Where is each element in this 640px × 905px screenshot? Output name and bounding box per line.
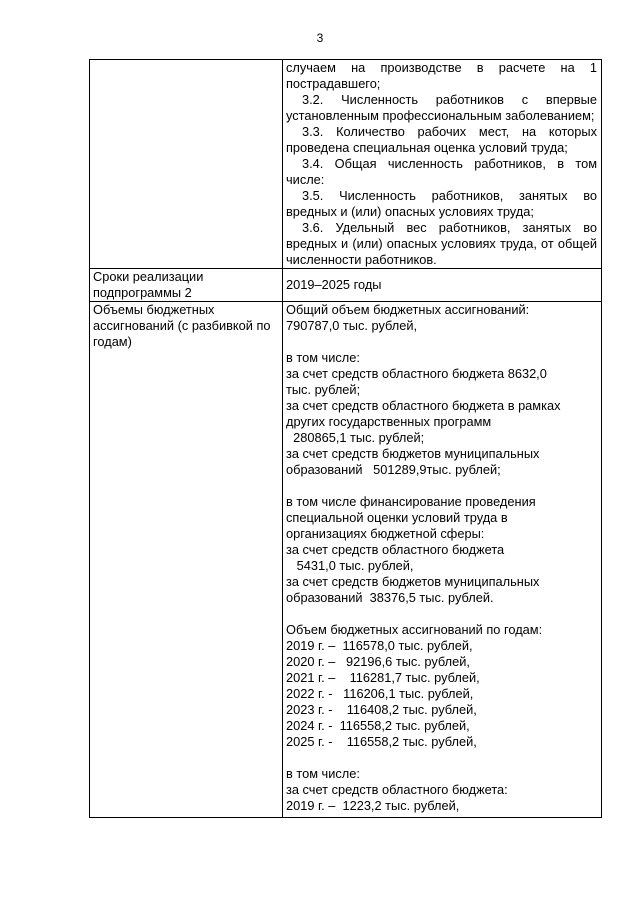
budget-text-line: Общий объем бюджетных ассигнований: bbox=[286, 302, 530, 317]
indicator-item: случаем на производстве в расчете на 1 пострадавшего; bbox=[286, 60, 597, 91]
budget-text-line: специальной оценки условий труда в bbox=[286, 510, 508, 525]
indicator-item: 3.6. Удельный вес работников, занятых во вредных и (или) опасных условиях труда, от общей численности работников. bbox=[286, 220, 597, 267]
blank-line bbox=[286, 606, 597, 622]
period-label-cell: Сроки реализации подпрограммы 2 bbox=[90, 269, 283, 302]
budget-text-line: в том числе: bbox=[286, 766, 360, 781]
budget-text-line: образований 38376,5 тыс. рублей. bbox=[286, 590, 494, 605]
indicators-value-cell bbox=[283, 60, 602, 269]
blank-line bbox=[286, 334, 597, 350]
budget-text-line: 2024 г. - 116558,2 тыс. рублей, bbox=[286, 718, 470, 733]
budget-text-line: 280865,1 тыс. рублей; bbox=[286, 430, 425, 445]
budget-text-line: образований 501289,9тыс. рублей; bbox=[286, 462, 501, 477]
budget-text-line: 2025 г. - 116558,2 тыс. рублей, bbox=[286, 734, 477, 749]
budget-text-line: 2023 г. - 116408,2 тыс. рублей, bbox=[286, 702, 477, 717]
indicator-item: 3.5. Численность работников, занятых во вредных и (или) опасных условиях труда; bbox=[286, 188, 597, 219]
budget-text-line: 2019 г. – 1223,2 тыс. рублей, bbox=[286, 798, 460, 813]
subprogram-passport-table bbox=[89, 59, 602, 818]
budget-text-line: 790787,0 тыс. рублей, bbox=[286, 318, 418, 333]
volume-label-cell: Объемы бюджетных ассигнований (с разбивкой по годам) bbox=[90, 302, 283, 818]
budget-text-line: 5431,0 тыс. рублей, bbox=[286, 558, 414, 573]
budget-text-line: за счет средств бюджетов муниципальных bbox=[286, 446, 540, 461]
page-number: 3 bbox=[316, 31, 324, 45]
blank-line bbox=[286, 750, 597, 766]
blank-line bbox=[286, 478, 597, 494]
budget-text-line: в том числе финансирование проведения bbox=[286, 494, 536, 509]
budget-text-line: 2021 г. – 116281,7 тыс. рублей, bbox=[286, 670, 480, 685]
budget-text-line: 2020 г. – 92196,6 тыс. рублей, bbox=[286, 654, 470, 669]
budget-text-line: за счет средств областного бюджета 8632,0 bbox=[286, 366, 547, 381]
row-indicators bbox=[90, 60, 602, 269]
row-budget-volume bbox=[90, 302, 602, 818]
budget-text-line: за счет средств областного бюджета: bbox=[286, 782, 508, 797]
row-implementation-period bbox=[90, 269, 602, 302]
budget-text-line: в том числе: bbox=[286, 350, 360, 365]
budget-text-line: Объем бюджетных ассигнований по годам: bbox=[286, 622, 543, 637]
budget-text-line: 2019 г. – 116578,0 тыс. рублей, bbox=[286, 638, 473, 653]
period-value-cell: 2019–2025 годы bbox=[283, 269, 602, 302]
budget-text-line: тыс. рублей; bbox=[286, 382, 361, 397]
budget-text-line: за счет средств областного бюджета bbox=[286, 542, 505, 557]
budget-text-line: за счет средств областного бюджета в рамках bbox=[286, 398, 561, 413]
budget-text-line: 2022 г. - 116206,1 тыс. рублей, bbox=[286, 686, 474, 701]
volume-value-cell bbox=[283, 302, 602, 818]
budget-text-line: за счет средств бюджетов муниципальных bbox=[286, 574, 540, 589]
indicator-item: 3.2. Численность работников с впервые установленным профессиональным заболеванием; bbox=[286, 92, 597, 123]
budget-text-line: других государственных программ bbox=[286, 414, 492, 429]
indicators-label-cell bbox=[90, 60, 283, 269]
indicator-item: 3.3. Количество рабочих мест, на которых проведена специальная оценка условий труда; bbox=[286, 124, 597, 155]
budget-text-line: организациях бюджетной сферы: bbox=[286, 526, 485, 541]
indicator-item: 3.4. Общая численность работников, в том числе: bbox=[286, 156, 597, 187]
